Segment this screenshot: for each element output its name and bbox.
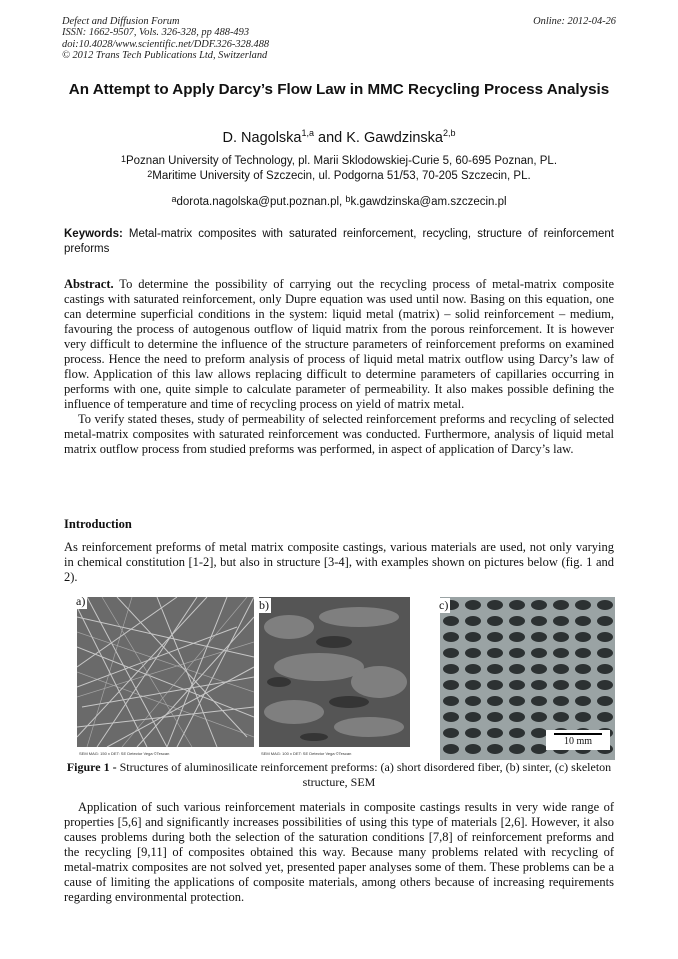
abstract <box>64 277 614 457</box>
journal-name: Defect and Diffusion Forum <box>62 16 180 27</box>
affiliation-1 <box>64 154 614 169</box>
abstract-paragraph-1 <box>64 277 614 412</box>
scale-bar-label: 10 mm <box>563 736 593 747</box>
introduction-paragraph-1: As reinforcement preforms of metal matrix composite castings, various materials are used, not only varying in chemical constitution [1-2], but also in structure [3-4], with examples shown on pictures below (fig. 1 and 2). <box>64 540 614 584</box>
affiliation-1-text: Poznan University of Technology, pl. Marii Sklodowskiej-Curie 5, 60-695 Poznan, PL. <box>125 155 558 167</box>
author-1-sup: 1,a <box>301 128 314 138</box>
figure-label-b: b) <box>259 598 269 612</box>
introduction-paragraph-2: Application of such various reinforcement materials in composite castings results in very wide range of properties [5,6] and significantly increases possibilities of using this type of materials [2,6]. However, it also causes problems during both the selection of the saturation conditions [7,8] of reinforcement preforms and the recycling [9,11] of composites obtained this way. Because many problems related with recycling of metal-matrix composites are not solved yet, presented paper analyses some of them. These problems can be a cause of limiting the applications of composite materials, among others because of increasing requirements regarding environmental protection. <box>64 800 614 904</box>
running-header <box>62 16 616 62</box>
scale-bar-line <box>554 733 602 735</box>
affiliation-2-sup: 2 <box>147 169 153 179</box>
online-date: Online: 2012-04-26 <box>533 16 616 27</box>
abstract-paragraph-2: To verify stated theses, study of permeability of selected reinforcement preforms and recycling of selected metal-matrix composites with saturated reinforcement was conducted. Furthermore, analysis of liquid metal matrix outflow process from studied preforms was performed, in aspect of application of Darcy’s law. <box>64 412 614 456</box>
introduction-heading: Introduction <box>64 517 132 531</box>
figure-caption <box>64 760 614 790</box>
email-b-sup: b <box>345 194 351 204</box>
affiliations <box>64 154 614 184</box>
issn: ISSN: 1662-9507, Vols. 326-328, pp 488-493 <box>62 27 250 39</box>
emails <box>64 196 614 208</box>
keywords-label: Keywords: <box>64 228 123 240</box>
abstract-text-1: To determine the possibility of carrying out the recycling process of metal-matrix composite castings with saturated reinforcement, only Dupre equation was used until now. Basing on this equation, one can determine superficial conditions in the system: liquid metal (matrix) – solid reinforcement – medium, favouring the process of autogenous outflow of liquid matrix from the porous reinforcement. It is however very difficult to determine the influence of the structure parameters of reinforcement preforms on examined process. Hence the need to preform analysis of process of liquid metal matrix outflow using Darcy’s law of flow. Application of this law allows replacing difficult to determine parameters of capillaries occurring in performs with one, quite simple to calculate parameter of permeability. It also makes possible defining the influence of temperature and time of recycling process on yield of matrix metal. <box>64 277 614 411</box>
figure-image-a-fiber <box>77 597 254 760</box>
author-2-sup: 2,b <box>442 128 456 138</box>
figure-caption-label: Figure 1 - <box>66 760 117 774</box>
scale-bar <box>546 730 610 750</box>
email-b[interactable]: k.gawdzinska@am.szczecin.pl <box>350 196 507 208</box>
email-a[interactable]: dorota.nagolska@put.poznan.pl, <box>176 196 346 208</box>
svg-text:SEM MAG: 150 x DET: SE Detec: SEM MAG: 150 x DET: SE Detector Vega ©Tescan <box>79 751 170 756</box>
doi: doi:10.4028/www.scientific.net/DDF.326-328.488 <box>62 38 270 50</box>
affiliation-2 <box>64 169 614 184</box>
figure-caption-text: Structures of aluminosilicate reinforcement preforms: (a) short disordered fiber, (b) sinter, (c) skeleton structure, SEM <box>116 760 612 789</box>
email-a-sup: a <box>171 194 177 204</box>
author-2: K. Gawdzinska <box>346 130 443 146</box>
paper-title: An Attempt to Apply Darcy’s Flow Law in MMC Recycling Process Analysis <box>68 81 610 98</box>
affiliation-1-sup: 1 <box>120 154 126 164</box>
figure-label-a: a) <box>76 594 86 608</box>
abstract-label: Abstract. <box>64 277 114 291</box>
author-and: and <box>314 130 347 146</box>
authors <box>64 130 614 146</box>
figure-label-c: c) <box>439 598 449 612</box>
copyright: © 2012 Trans Tech Publications Ltd, Switzerland <box>62 50 268 62</box>
author-1: D. Nagolska <box>222 130 302 146</box>
keywords-text: Metal-matrix composites with saturated reinforcement, recycling, structure of reinforcement preforms <box>64 228 614 255</box>
figure-image-b-sinter <box>259 597 410 760</box>
affiliation-2-text: Maritime University of Szczecin, ul. Podgorna 51/53, 70-205 Szczecin, PL. <box>152 170 531 182</box>
keywords <box>64 227 614 257</box>
svg-text:SEM MAG: 100 x DET: SE Detec: SEM MAG: 100 x DET: SE Detector Vega ©Tescan <box>261 751 352 756</box>
